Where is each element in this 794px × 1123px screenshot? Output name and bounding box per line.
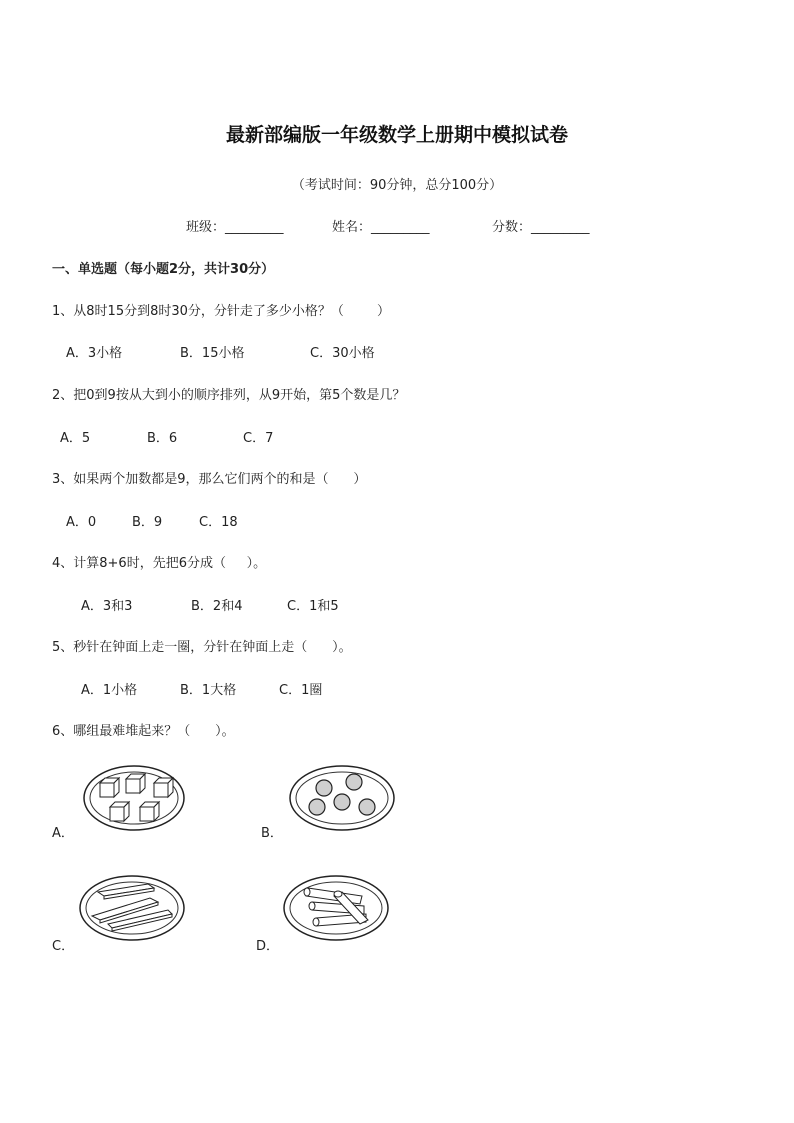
question-3-option-b: B．9 [132,515,163,530]
cube-group [100,774,173,821]
ball-icon [316,780,332,796]
name-field: 姓名：_________ [332,220,430,235]
cube-icon [126,774,145,793]
question-6-option-d: D． [256,939,280,954]
question-1: 1、从8时15分到8时30分，分针走了多少小格？（ ） [52,304,390,319]
question-4-option-a: A．3和3 [81,599,133,614]
question-3-option-c: C．18 [199,515,238,530]
ball-icon [334,794,350,810]
question-4-option-b: B．2和4 [191,599,243,614]
boards-plate-image [78,872,188,944]
question-4-option-c: C．1和5 [287,599,339,614]
cube-icon [154,778,173,797]
question-3: 3、如果两个加数都是9，那么它们两个的和是（ ） [52,472,367,487]
cylinders-plate-image [282,872,392,944]
question-1-option-c: C．30小格 [310,346,375,361]
cubes-plate-image [82,762,192,834]
ball-icon [346,774,362,790]
balls-plate-image [288,762,398,834]
question-6: 6、哪组最难堆起来？（ ）。 [52,724,235,739]
question-3-option-a: A．0 [66,515,97,530]
question-4: 4、计算8+6时，先把6分成（ ）。 [52,556,267,571]
question-5-option-b: B．1大格 [180,683,237,698]
ball-icon [309,799,325,815]
question-1-option-b: B．15小格 [180,346,245,361]
question-5: 5、秒针在钟面上走一圈，分针在钟面上走（ ）。 [52,640,352,655]
exam-info: （考试时间：90分钟，总分100分） [291,178,503,193]
cube-icon [140,802,159,821]
question-2-option-a: A．5 [60,431,91,446]
ball-group [309,774,375,815]
question-5-option-c: C．1圈 [279,683,323,698]
cube-icon [100,778,119,797]
question-2-option-b: B．6 [147,431,178,446]
board-group [92,884,172,931]
question-6-option-a: A． [52,826,74,841]
ball-icon [359,799,375,815]
class-field: 班级：_________ [186,220,284,235]
question-1-option-a: A．3小格 [66,346,123,361]
score-field: 分数：_________ [492,220,590,235]
section-heading: 一、单选题（每小题2分，共计30分） [52,262,275,277]
page-title: 最新部编版一年级数学上册期中模拟试卷 [225,124,568,146]
question-5-option-a: A．1小格 [81,683,138,698]
question-2: 2、把0到9按从大到小的顺序排列，从9开始，第5个数是几？ [52,388,406,403]
question-6-option-b: B． [261,826,283,841]
question-6-option-c: C． [52,939,75,954]
question-2-option-c: C．7 [243,431,274,446]
cube-icon [110,802,129,821]
cylinder-group [304,888,368,926]
